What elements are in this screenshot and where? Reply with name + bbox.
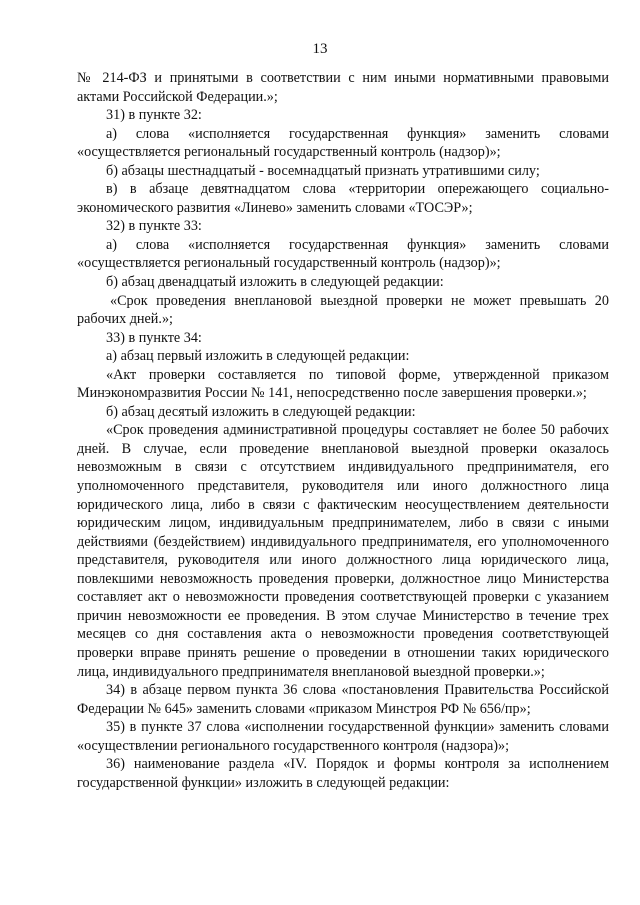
paragraph-item-31: 31) в пункте 32: (106, 107, 202, 124)
paragraph-item-31a: а) слова «исполняется государственная функция» заменить словами «осуществляется региональный государственный контроль (надзор)»; (77, 125, 609, 161)
paragraph-item-36: 36) наименование раздела «IV. Порядок и формы контроля за исполнением государственной функции» изложить в следующей редакции: (77, 756, 609, 791)
paragraph-item-32b: б) абзац двенадцатый изложить в следующей редакции: (106, 274, 444, 291)
paragraph-item-32a: а) слова «исполняется государственная функция» заменить словами «осуществляется региональный государственный контроль (надзор)»; (77, 236, 609, 272)
paragraph-quote-procedure: «Срок проведения административной процедуры составляет не более 50 рабочих дней. В случае, если проведение внеплановой выездной проверки оказалось невозможным в связи с отсутствием индивидуального предпринимателя, его уполномоченного представителя, руководителя или иного должностного лица юридического лица, либо в связи с фактическим неосуществлением деятельности юридическим лицом, индивидуальным предпринимателем, либо в связи с иными действиями (бездействием) индивидуального предпринимателя, его уполномоченного представителя, руководителя или иного должностного лица юридического лица, повлекшими невозможность проведения проверки, должностное лицо Министерства составляет акт о невозможности проведения соответствующей проверки с указанием причин невозможности ее проведения. В этом случае Министерство в течение трех месяцев со дня составления акта о невозможности проведения соответствующей проверки вправе принять решение о проведении в отношении таких юридического лица, индивидуального предпринимателя внеплановой выездной проверки.»; (77, 422, 609, 680)
paragraph-quote-act: «Акт проверки составляется по типовой форме, утвержденной приказом Минэкономразвития России № 141, непосредственно после завершения проверки.»; (77, 366, 609, 402)
paragraph-item-31c: в) в абзаце девятнадцатом слова «территории опережающего социально-экономического развития «Линево» заменить словами «ТОСЭР»; (77, 181, 609, 216)
paragraph-continuation: № 214-ФЗ и принятыми в соответствии с ним иными нормативными правовыми актами Российской Федерации.»; (77, 70, 609, 105)
paragraph-item-32: 32) в пункте 33: (106, 218, 202, 235)
paragraph-item-33a: а) абзац первый изложить в следующей редакции: (106, 348, 410, 365)
document-body (77, 69, 609, 792)
page-number: 13 (312, 41, 328, 57)
paragraph-item-35: 35) в пункте 37 слова «исполнении государственной функции» заменить словами «осуществлении регионального государственного контроля (надзора)»; (77, 719, 609, 754)
paragraph-item-34: 34) в абзаце первом пункта 36 слова «постановления Правительства Российской Федерации № 645» заменить словами «приказом Минстроя РФ № 656/пр»; (77, 682, 609, 717)
paragraph-item-33: 33) в пункте 34: (106, 329, 202, 346)
paragraph-item-31b: б) абзацы шестнадцатый - восемнадцатый признать утратившими силу; (106, 162, 540, 179)
paragraph-quote-deadline: «Срок проведения внеплановой выездной проверки не может превышать 20 рабочих дней.»; (77, 292, 609, 328)
paragraph-item-33b: б) абзац десятый изложить в следующей редакции: (106, 403, 416, 420)
